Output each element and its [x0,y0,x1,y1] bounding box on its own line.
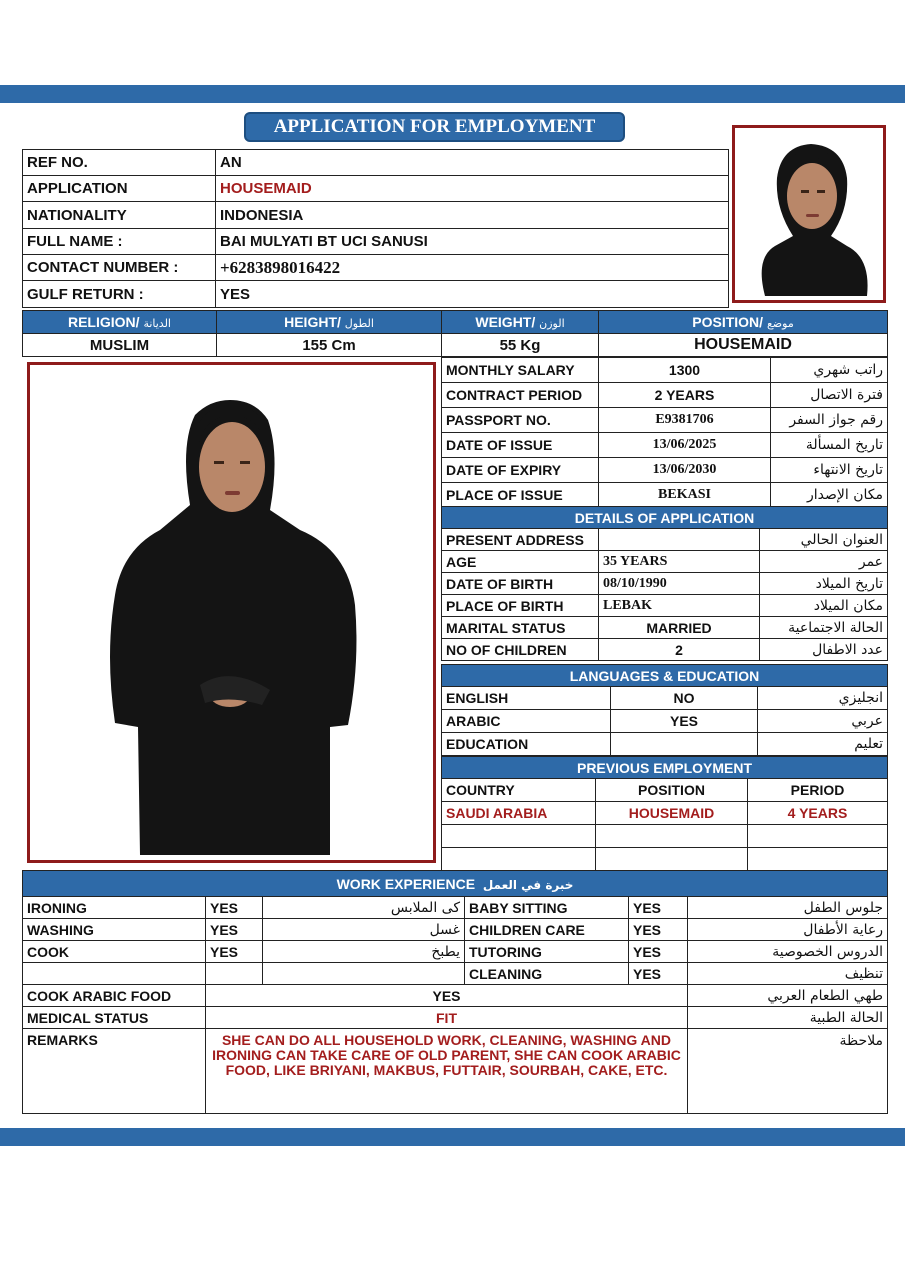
work-experience-table [22,870,888,1114]
previous-row-1-position: HOUSEMAID [596,802,748,825]
expiry-date-ar: تاريخ الانتهاء [771,458,888,483]
work-header [23,871,888,897]
tutoring-label: TUTORING [465,941,629,963]
age-label: AGE [442,551,599,573]
children-value: 2 [599,639,760,661]
details-table [441,506,888,661]
children-care-ar: رعاية الأطفال [688,919,888,941]
tutoring-value: YES [629,941,688,963]
arabic-value: YES [611,710,758,733]
children-care-label: CHILDREN CARE [465,919,629,941]
work-header-ar: خبرة في العمل [482,877,574,892]
expiry-date-label: DATE OF EXPIRY [442,458,599,483]
contract-period-ar: فترة الاتصال [771,383,888,408]
arabic-label: ARABIC [442,710,611,733]
cook-arabic-ar: طهي الطعام العربي [688,985,888,1007]
languages-table [441,664,888,756]
cook-value: YES [206,941,263,963]
contract-period-value: 2 YEARS [599,383,771,408]
height-header-label: HEIGHT/ [284,314,341,330]
issue-date-value: 13/06/2025 [599,433,771,458]
cook-arabic-label: COOK ARABIC FOOD [23,985,206,1007]
babysitting-value: YES [629,897,688,919]
weight-header-label: WEIGHT/ [475,314,536,330]
religion-header-label: RELIGION/ [67,314,140,330]
previous-col-period: PERIOD [748,779,888,802]
application-value: HOUSEMAID [216,176,729,202]
work-header-label: WORK EXPERIENCE [336,875,476,892]
medical-value: FIT [206,1007,688,1029]
religion-value: MUSLIM [23,334,217,357]
position-header-label: POSITION/ [692,314,764,330]
cook-ar: يطبخ [263,941,465,963]
issue-place-label: PLACE OF ISSUE [442,483,599,507]
ironing-label: IRONING [23,897,206,919]
pob-label: PLACE OF BIRTH [442,595,599,617]
page-title: APPLICATION FOR EMPLOYMENT [244,112,625,142]
dob-label: DATE OF BIRTH [442,573,599,595]
religion-header [23,311,217,334]
english-label: ENGLISH [442,687,611,710]
full-body-portrait-icon [30,365,433,860]
children-care-value: YES [629,919,688,941]
position-value: HOUSEMAID [599,334,888,357]
cleaning-value: YES [629,963,688,985]
previous-row-3-country [442,848,596,871]
address-value [599,529,760,551]
bottom-blue-band [0,1128,905,1146]
english-ar: انجليزي [758,687,888,710]
salary-label: MONTHLY SALARY [442,358,599,383]
washing-value: YES [206,919,263,941]
remarks-value: SHE CAN DO ALL HOUSEHOLD WORK, CLEANING, WASHING AND IRONING CAN TAKE CARE OF OLD PARENT, SHE CAN COOK ARABIC FOOD, LIKE BRIYANI, MAKBUS, FUTTAIR, SOURBAH, CAKE, ETC. [206,1029,688,1114]
weight-value: 55 Kg [442,334,599,357]
english-value: NO [611,687,758,710]
previous-col-country: COUNTRY [442,779,596,802]
previous-row-1-country: SAUDI ARABIA [442,802,596,825]
children-label: NO OF CHILDREN [442,639,599,661]
issue-place-value: BEKASI [599,483,771,507]
previous-col-position: POSITION [596,779,748,802]
height-value: 155 Cm [217,334,442,357]
religion-header-ar: الديانة [143,317,171,330]
babysitting-label: BABY SITTING [465,897,629,919]
education-label: EDUCATION [442,733,611,756]
salary-ar: راتب شهري [771,358,888,383]
height-header [217,311,442,334]
medical-label: MEDICAL STATUS [23,1007,206,1029]
headshot-photo [732,125,886,303]
work-empty-value [206,963,263,985]
education-value [611,733,758,756]
age-value: 35 YEARS [599,551,760,573]
ironing-ar: كى الملابس [263,897,465,919]
weight-header [442,311,599,334]
arabic-ar: عربي [758,710,888,733]
address-label: PRESENT ADDRESS [442,529,599,551]
position-header [599,311,888,334]
education-ar: تعليم [758,733,888,756]
cook-label: COOK [23,941,206,963]
salary-value: 1300 [599,358,771,383]
babysitting-ar: جلوس الطفل [688,897,888,919]
contact-label: CONTACT NUMBER : [23,255,216,281]
cleaning-label: CLEANING [465,963,629,985]
remarks-label: REMARKS [23,1029,206,1114]
fullname-value: BAI MULYATI BT UCI SANUSI [216,229,729,255]
remarks-ar: ملاحظة [688,1029,888,1114]
previous-row-2-period [748,825,888,848]
details-header: DETAILS OF APPLICATION [442,507,888,529]
application-label: APPLICATION [23,176,216,202]
stats-table [22,310,888,357]
previous-employment-table [441,756,888,871]
children-ar: عدد الاطفال [760,639,888,661]
issue-place-ar: مكان الإصدار [771,483,888,507]
full-body-photo [27,362,436,863]
address-ar: العنوان الحالي [760,529,888,551]
pob-value: LEBAK [599,595,760,617]
ironing-value: YES [206,897,263,919]
nationality-label: NATIONALITY [23,202,216,229]
previous-row-1-period: 4 YEARS [748,802,888,825]
medical-ar: الحالة الطبية [688,1007,888,1029]
work-empty-label [23,963,206,985]
cleaning-ar: تنظيف [688,963,888,985]
passport-value: E9381706 [599,408,771,433]
gulf-return-value: YES [216,281,729,308]
weight-header-ar: الوزن [539,317,565,330]
headshot-portrait-icon [735,128,883,300]
position-header-ar: موضع [766,317,794,330]
previous-row-2-country [442,825,596,848]
previous-row-3-period [748,848,888,871]
marital-label: MARITAL STATUS [442,617,599,639]
dob-value: 08/10/1990 [599,573,760,595]
contract-period-label: CONTRACT PERIOD [442,383,599,408]
nationality-value: INDONESIA [216,202,729,229]
marital-value: MARRIED [599,617,760,639]
ref-label: REF NO. [23,150,216,176]
dob-ar: تاريخ الميلاد [760,573,888,595]
pob-ar: مكان الميلاد [760,595,888,617]
contact-value: +6283898016422 [216,255,729,281]
issue-date-label: DATE OF ISSUE [442,433,599,458]
marital-ar: الحالة الاجتماعية [760,617,888,639]
languages-header: LANGUAGES & EDUCATION [442,665,888,687]
washing-ar: غسل [263,919,465,941]
expiry-date-value: 13/06/2030 [599,458,771,483]
issue-date-ar: تاريخ المسألة [771,433,888,458]
previous-row-2-position [596,825,748,848]
previous-header: PREVIOUS EMPLOYMENT [442,757,888,779]
gulf-return-label: GULF RETURN : [23,281,216,308]
age-ar: عمر [760,551,888,573]
top-blue-band [0,85,905,103]
passport-label: PASSPORT NO. [442,408,599,433]
washing-label: WASHING [23,919,206,941]
tutoring-ar: الدروس الخصوصية [688,941,888,963]
contract-table [441,357,888,507]
passport-ar: رقم جواز السفر [771,408,888,433]
ref-value: AN [216,150,729,176]
previous-row-3-position [596,848,748,871]
height-header-ar: الطول [344,317,374,330]
top-info-table [22,149,729,308]
work-empty-ar [263,963,465,985]
cook-arabic-value: YES [206,985,688,1007]
fullname-label: FULL NAME : [23,229,216,255]
